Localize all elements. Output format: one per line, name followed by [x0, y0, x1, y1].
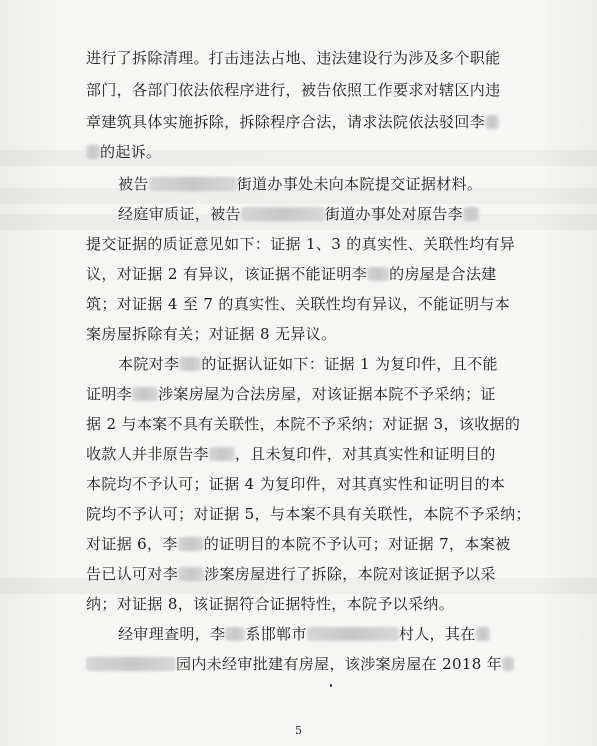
text-line: 告已认可对李 涉案房屋进行了拆除，本院对该证据予以采	[86, 565, 496, 583]
text-line: 本院对李 的证据认证如下：证据 1 为复印件，且不能	[118, 355, 498, 373]
redaction	[485, 115, 499, 129]
text-line: 纳；对证据 8，该证据符合证据特性，本院予以采纳。	[86, 595, 455, 613]
text-line: 案房屋拆除有关；对证据 8 无异议。	[86, 325, 337, 343]
redaction	[307, 627, 399, 641]
redaction	[241, 207, 325, 221]
text-line: 经庭审质证，被告 街道办事处对原告李	[118, 206, 526, 222]
text-line: 部门，各部门依法依程序进行，被告依照工作要求对辖区内违	[86, 81, 501, 99]
text-line: 证明李 涉案房屋为合法房屋，对该证据本院不予采纳；证	[86, 385, 496, 403]
redaction	[86, 657, 176, 671]
page-number: 5	[295, 724, 302, 737]
text-line: 的起诉。	[86, 144, 526, 160]
redaction	[86, 145, 100, 159]
redaction	[132, 387, 158, 401]
redaction	[367, 267, 389, 281]
text-line: 被告 街道办事处未向本院提交证据材料。	[118, 175, 483, 193]
redaction	[149, 177, 237, 191]
text-line: 议，对证据 2 有异议，该证据不能证明李 的房屋是合法建	[86, 265, 497, 283]
text-line: 经审理查明，李 系邯郸市 村人，其在	[118, 626, 526, 642]
text-line: 筑；对证据 4 至 7 的真实性、关联性均有异议，不能证明与本	[86, 295, 511, 313]
redaction	[463, 207, 479, 221]
text-line: 据 2 与本案不具有关联性，本院不予采纳；对证据 3，该收据的	[86, 415, 521, 433]
text-line: 本院均不予认可；证据 4 为复印件，对其真实性和证明目的本	[86, 475, 506, 493]
text-line: 院均不予认可；对证据 5，与本案不具有关联性，本院不予采纳；	[86, 505, 531, 523]
redaction	[225, 627, 245, 641]
redaction	[178, 537, 204, 551]
text-line: 收款人并非原告李 ，且未复印件，对其真实性和证明目的	[86, 445, 496, 463]
redaction	[502, 657, 514, 671]
redaction	[179, 357, 201, 371]
text-line: 园内未经审批建有房屋，该涉案房屋在 2018 年	[86, 656, 526, 672]
text-line: 进行了拆除清理。打击违法占地、违法建设行为涉及多个职能	[86, 49, 501, 67]
text-line: 章建筑具体实施拆除，拆除程序合法，请求法院依法驳回李	[86, 114, 526, 130]
speck	[330, 684, 332, 687]
redaction	[209, 447, 235, 461]
redaction	[178, 567, 204, 581]
redaction	[476, 627, 490, 641]
text-line: 对证据 6，李 的证明目的本院不予认可；对证据 7，本案被	[86, 535, 511, 553]
text-line: 提交证据的质证意见如下：证据 1、3 的真实性、关联性均有异	[86, 235, 516, 253]
